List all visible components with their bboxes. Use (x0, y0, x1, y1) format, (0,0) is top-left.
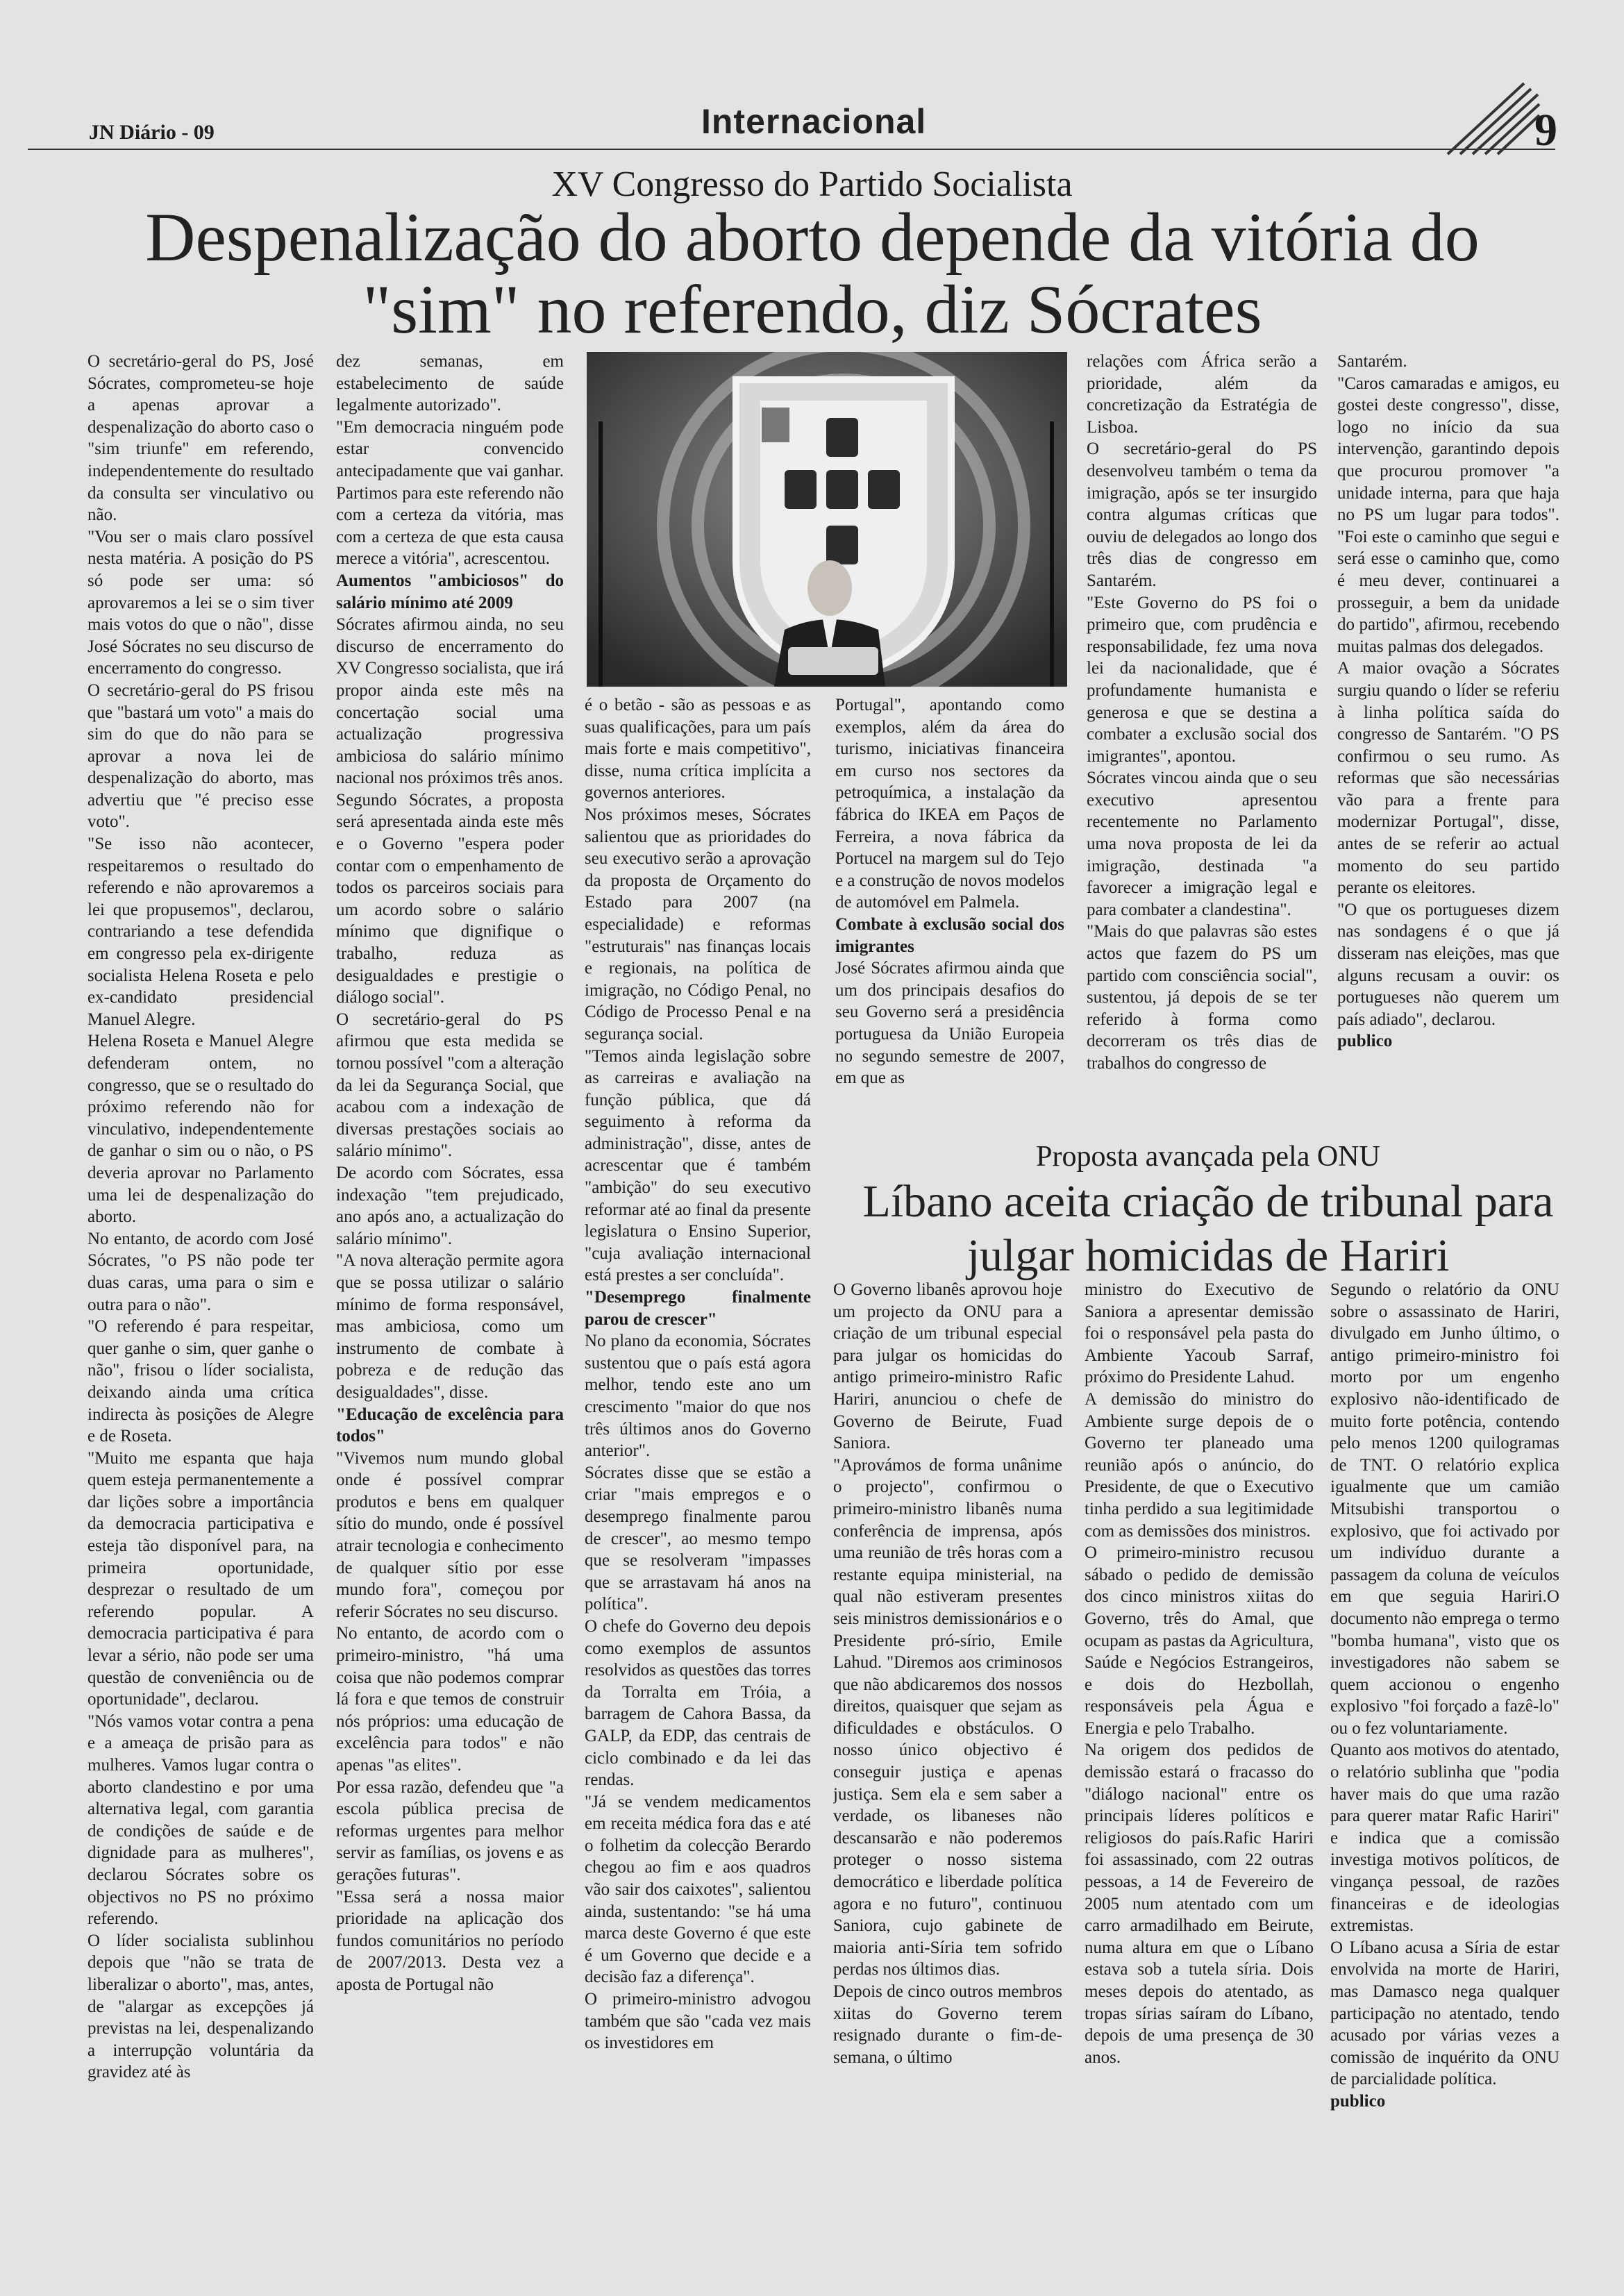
paragraph: No entanto, de acordo com José Sócrates, "o PS não pode ter duas caras, uma para o sim e outra para o não". (87, 1229, 314, 1314)
paragraph: De acordo com Sócrates, essa indexação "tem prejudicado, ano após ano, a actualização do salário mínimo". (336, 1163, 564, 1248)
paragraph: "Já se vendem medicamentos em receita médica fora das e até o folhetim da colecção Berardo chegou ao fim e aos quadros vão sair dos caixotes", salientou ainda, sustentando: "se há uma marca deste Governo é que este é um Governo que decide e a decisão faz a diferença". (585, 1792, 811, 1987)
paragraph: O primeiro-ministro advogou também que são "cada vez mais os investidores em (585, 1990, 811, 2053)
paragraph: Quanto aos motivos do atentado, o relatório sublinha que "podia haver mais do que uma razão para querer matar Rafic Hariri" e indica que a comissão investiga motivos políticos, de vingança pessoal, de razões financeiras e de ideologias extremistas. (1330, 1741, 1559, 1936)
paragraph: Nos próximos meses, Sócrates salientou que as prioridades do seu executivo serão a aprovação da proposta de Orçamento do Estado para 2007 (na especialidade) e reformas "estruturais" nas finanças locais e regionais, na política de imigração, no Código Penal, no Código de Processo Penal e na segurança social. (585, 805, 811, 1044)
paragraph: dez semanas, em estabelecimento de saúde legalmente autorizado". (336, 352, 564, 415)
article1-column-1 (87, 351, 314, 2211)
header-issue: JN Diário - 09 (89, 121, 215, 144)
paragraph: O líder socialista sublinhou depois que "não se trata de liberalizar o aborto", mas, antes, de "alargar as excepções já previstas na lei, despenalizando a interrupção voluntária da gravidez até às (87, 1931, 314, 2082)
paragraph: "Essa será a nossa maior prioridade na aplicação dos fundos comunitários no período de 2007/2013. Desta vez a aposta de Portugal não (336, 1887, 564, 1994)
paragraph: Helena Roseta e Manuel Alegre defenderam ontem, no congresso, que se o resultado do próximo referendo não for vinculativo, independentemente de ganhar o sim ou o não, o PS deveria aprovar no Parlamento uma lei de despenalização do aborto. (87, 1032, 314, 1227)
article2-column-2 (1085, 1279, 1314, 2213)
paragraph: "O que os portugueses dizem nas sondagens é o que já disseram nas eleições, mas que alguns recusam a ouvir: os portugueses não querem um país adiado", declarou. (1337, 900, 1559, 1029)
paragraph: O secretário-geral do PS, José Sócrates, comprometeu-se hoje a apenas aprovar a despenalização do aborto caso o "sim triunfe" em referendo, independentemente do resultado da consulta ser vinculativo ou não. (87, 352, 314, 525)
paragraph: A demissão do ministro do Ambiente surge depois de o Governo ter planeado uma reunião após o anúncio, do Presidente, de que o Executivo tinha perdido a sua legitimidade com as demissões dos ministros. (1085, 1389, 1314, 1541)
article2-column-3 (1330, 1279, 1559, 2213)
paragraph: é o betão - são as pessoas e as suas qualificações, para um país mais forte e mais competitivo", disse, numa crítica implícita a governos anteriores. (585, 696, 811, 803)
paragraph: Segundo Sócrates, a proposta será apresentada ainda este mês e o Governo "espera poder contar com o empenhamento de todos os parceiros sociais para um acordo sobre o salário mínimo que dignifique o trabalho, reduza as desigualdades e prestigie o diálogo social". (336, 790, 564, 1007)
paragraph: O secretário-geral do PS desenvolveu também o tema da imigração, após se ter insurgido contra algumas críticas que ouviu de delegados ao longo dos três dias de congresso em Santarém. (1087, 439, 1317, 590)
subheading: "Educação de excelência para todos" (336, 1405, 564, 1446)
subheading: Combate à exclusão social dos imigrantes (835, 914, 1064, 956)
paragraph: "Temos ainda legislação sobre as carreiras e avaliação na função pública, que dá seguimento à reforma da administração", disse, antes de acrescentar que é também "ambição" do seu executivo reformar até ao final da presente legislatura o Ensino Superior, "cuja avaliação internacional está prestes a ser concluída". (585, 1046, 811, 1285)
paragraph: relações com África serão a prioridade, além da concretização da Estratégia de Lisboa. (1087, 352, 1317, 437)
section-title: Internacional (701, 102, 927, 141)
paragraph: O secretário-geral do PS frisou que "bastará um voto" a mais do sim do que do não para se aprovar a nova lei de despenalização do aborto, mas advertiu que "é preciso esse voto". (87, 680, 314, 832)
paragraph: O secretário-geral do PS afirmou que esta medida se tornou possível "com a alteração da lei da Segurança Social, que acabou com a indexação de diversas prestações sociais ao salário mínimo". (336, 1009, 564, 1161)
article2-column-1 (833, 1279, 1062, 2213)
paragraph: O Governo libanês aprovou hoje um projecto da ONU para a criação de um tribunal especial para julgar os homicidas do antigo primeiro-ministro Rafic Hariri, anunciou o chefe de Governo de Beirute, Fuad Saniora. (833, 1280, 1062, 1453)
paragraph: O Líbano acusa a Síria de estar envolvida na morte de Hariri, mas Damasco nega qualquer participação no atentado, tendo acusado por várias vezes a comissão de inquérito da ONU de parcialidade política. (1330, 1938, 1559, 2089)
paragraph: "Caros camaradas e amigos, eu gostei deste congresso", disse, logo no início da sua intervenção, garantindo depois que procurou promover "a unidade interna, para que haja no PS um lugar para todos". "Foi este o caminho que segui e será esse o caminho que, como é meu dever, continuarei a prosseguir, a bem da unidade do partido", afirmou, recebendo muitas palmas dos delegados. (1337, 374, 1559, 656)
paragraph: "Se isso não acontecer, respeitaremos o resultado do referendo e não aprovaremos a lei que propusemos", declarou, contrariando a tese defendida em congresso pela ex-dirigente socialista Helena Roseta e pelo ex-candidato presidencial Manuel Alegre. (87, 835, 314, 1029)
paragraph: "Em democracia ninguém pode estar convencido antecipadamente que vai ganhar. Partimos para este referendo não com a certeza da vitória, mas com a certeza de que esta causa merece a vitória", acrescentou. (336, 417, 564, 569)
paragraph: No plano da economia, Sócrates sustentou que o país está agora melhor, tendo este ano um crescimento "maior do que nos três últimos anos do Governo anterior". (585, 1332, 811, 1461)
paragraph: Por essa razão, defendeu que "a escola pública precisa de reformas urgentes para melhor servir as famílias, os jovens e as gerações futuras". (336, 1777, 564, 1884)
article1-column-3 (585, 694, 811, 2211)
paragraph: No entanto, de acordo com o primeiro-ministro, "há uma coisa que não podemos comprar lá fora e que temos de construir nós próprios: uma educação de excelência para todos" e não apenas "as elites". (336, 1624, 564, 1775)
hatch-logo (1441, 76, 1541, 156)
subheading: "Desemprego finalmente parou de crescer" (585, 1288, 811, 1329)
article1-photo (587, 352, 1067, 687)
paragraph: "Mais do que palavras são estes actos que fazem do PS um partido com consciência social", sustentou, já depois de se ter referido à forma como decorreram os três dias de trabalhos do congresso de (1087, 922, 1317, 1073)
paragraph: O chefe do Governo deu depois como exemplos de assuntos resolvidos as questões das torres da Torralta em Tróia, a barragem de Cahora Bassa, da GALP, da EDP, das centrais de ciclo combinado e da lei das rendas. (585, 1616, 811, 1790)
paragraph: Sócrates vincou ainda que o seu executivo apresentou recentemente no Parlamento uma nova proposta de lei da imigração, destinada "a favorecer a imigração legal e para combater a clandestina". (1087, 769, 1317, 919)
article1-headline: Despenalização do aborto depende da vitória do "sim" no referendo, diz Sócrates (145, 199, 1480, 348)
paragraph: "Aprovámos de forma unânime o projecto", confirmou o primeiro-ministro libanês numa conferência de imprensa, após uma reunião de três horas com a restante equipa ministerial, na qual não estiveram presentes seis ministros demissionários e o Presidente pró-sírio, Emile Lahud. "Diremos aos criminosos que não abdicaremos dos nossos direitos, quaisquer que sejam as dificuldades e obstáculos. O nosso único objectivo é conseguir justiça e apenas justiça. Sem ela e sem saber a verdade, os libaneses não descansarão e não poderemos proteger o nosso sistema democrático e liberdade política agora e no futuro", continuou Saniora, cujo gabinete de maioria anti-Síria tem sofrido perdas nos últimos dias. (833, 1455, 1062, 1979)
paragraph: José Sócrates afirmou ainda que um dos principais desafios do seu Governo será a presidência portuguesa da União Europeia no segundo semestre de 2007, em que as (835, 959, 1064, 1088)
paragraph: "Vou ser o mais claro possível nesta matéria. A posição do PS só pode ser uma: só aprovaremos a lei se o sim tiver mais votos do que o não", disse José Sócrates no seu discurso de encerramento do congresso. (87, 527, 314, 678)
paragraph: Depois de cinco outros membros xiitas do Governo terem resignado durante o fim-de-semana, o último (833, 1982, 1062, 2067)
article2-signature: publico (1330, 2091, 1386, 2111)
paragraph: Santarém. (1337, 352, 1407, 371)
article1-column-5 (1087, 351, 1317, 1139)
paragraph: "A nova alteração permite agora que se possa utilizar o salário mínimo de forma responsável, mas ambiciosa, como um instrumento de combate à pobreza e de redução das desigualdades", disse. (336, 1251, 564, 1402)
paragraph: A maior ovação a Sócrates surgiu quando o líder se referiu à linha política saída do congresso de Santarém. "O PS confirmou o seu rumo. As reformas que são necessárias vão para a frente para modernizar Portugal", disse, antes de se referir ao actual momento do seu partido perante os eleitores. (1337, 659, 1559, 898)
subheading: Aumentos "ambiciosos" do salário mínimo até 2009 (336, 571, 564, 612)
article1-column-2 (336, 351, 564, 2211)
paragraph: "Nós vamos votar contra a pena e a ameaça de prisão para as mulheres. Vamos lugar contra o aborto clandestino e por uma alternativa legal, com garantia de condições de saúde e de dignidade para as mulheres", declarou Sócrates sobre os objectivos no PS no próximo referendo. (87, 1711, 314, 1929)
article1-signature: publico (1337, 1032, 1393, 1051)
header-rule (28, 149, 1555, 150)
speaker-photo (587, 352, 1067, 687)
paragraph: Na origem dos pedidos de demissão estará o fracasso do "diálogo nacional" entre os principais líderes políticos e religiosos do país.Rafic Hariri foi assassinado, com 22 outras pessoas, a 14 de Fevereiro de 2005 num atentado com um carro armadilhado em Beirute, numa altura em que o Líbano estava sob a tutela síria. Dois meses depois do atentado, as tropas sírias saíram do Líbano, depois de uma presença de 30 anos. (1085, 1741, 1314, 2067)
paragraph: Segundo o relatório da ONU sobre o assassinato de Hariri, divulgado em Junho último, o antigo primeiro-ministro foi morto por um engenho explosivo não-identificado de muito forte potência, contendo pelo menos 1200 quilogramas de TNT. O relatório explica igualmente que um camião Mitsubishi transportou o explosivo, que foi activado por um indivíduo durante a passagem da coluna de veículos em que seguia Hariri.O documento não emprega o termo "bomba humana", visto que os investigadores não sabem se quem accionou o engenho explosivo "foi forçado a fazê-lo" ou o fez voluntariamente. (1330, 1280, 1559, 1738)
article2-headline: Líbano aceita criação de tribunal para julgar homicidas de Hariri (862, 1176, 1554, 1281)
paragraph: ministro do Executivo de Saniora a apresentar demissão foi o responsável pela pasta do Ambiente Yacoub Sarraf, próximo do Presidente Lahud. (1085, 1280, 1314, 1387)
article2-kicker: Proposta avançada pela ONU (1036, 1141, 1380, 1173)
article1-kicker: XV Congresso do Partido Socialista (551, 165, 1073, 204)
paragraph: Portugal", apontando como exemplos, além da área do turismo, iniciativas financeira em curso nos sectores da petroquímica, a instalação da fábrica do IKEA em Paços de Ferreira, a nova fábrica da Portucel na margem sul do Tejo e a construção de novos modelos de automóvel em Palmela. (835, 696, 1064, 912)
article1-column-6 (1337, 351, 1559, 1139)
paragraph: Sócrates afirmou ainda, no seu discurso de encerramento do XV Congresso socialista, que irá propor ainda este mês na concertação social uma actualização progressiva ambiciosa do salário mínimo nacional nos próximos três anos. (336, 615, 564, 788)
page-number: 9 (1534, 105, 1557, 156)
paragraph: "Muito me espanta que haja quem esteja permanentemente a dar lições sobre a importância da democracia participativa e esteja tão disponível para, na primeira oportunidade, desprezar o resultado de um referendo popular. A democracia participativa é para levar a sério, não pode ser uma questão de conveniência ou de oportunidade", declarou. (87, 1448, 314, 1709)
article1-column-4 (835, 694, 1064, 1139)
paragraph: O primeiro-ministro recusou sábado o pedido de demissão dos cinco ministros xiitas do Governo, três do Amal, que ocupam as pastas da Agricultura, Saúde e Negócios Estrangeiros, e dois do Hezbollah, responsáveis pela Água e Energia e pelo Trabalho. (1085, 1543, 1314, 1738)
paragraph: Sócrates disse que se estão a criar "mais empregos e o desemprego finalmente parou de crescer", ao mesmo tempo que se resolveram "impasses que se arrastavam há anos na política". (585, 1463, 811, 1614)
paragraph: "Vivemos num mundo global onde é possível comprar produtos e bens em qualquer sítio do mundo, onde é possível atrair tecnologia e conhecimento de qualquer sítio por esse mundo fora", começou por referir Sócrates no seu discurso. (336, 1448, 564, 1621)
paragraph: "O referendo é para respeitar, quer ganhe o sim, quer ganhe o não", frisou o líder socialista, deixando ainda uma crítica indirecta às posições de Alegre e de Roseta. (87, 1317, 314, 1446)
paragraph: "Este Governo do PS foi o primeiro que, com prudência e responsabilidade, fez uma nova lei da nacionalidade, que é profundamente humanista e generosa e que se destina a combater a exclusão social dos imigrantes", apontou. (1087, 593, 1317, 766)
